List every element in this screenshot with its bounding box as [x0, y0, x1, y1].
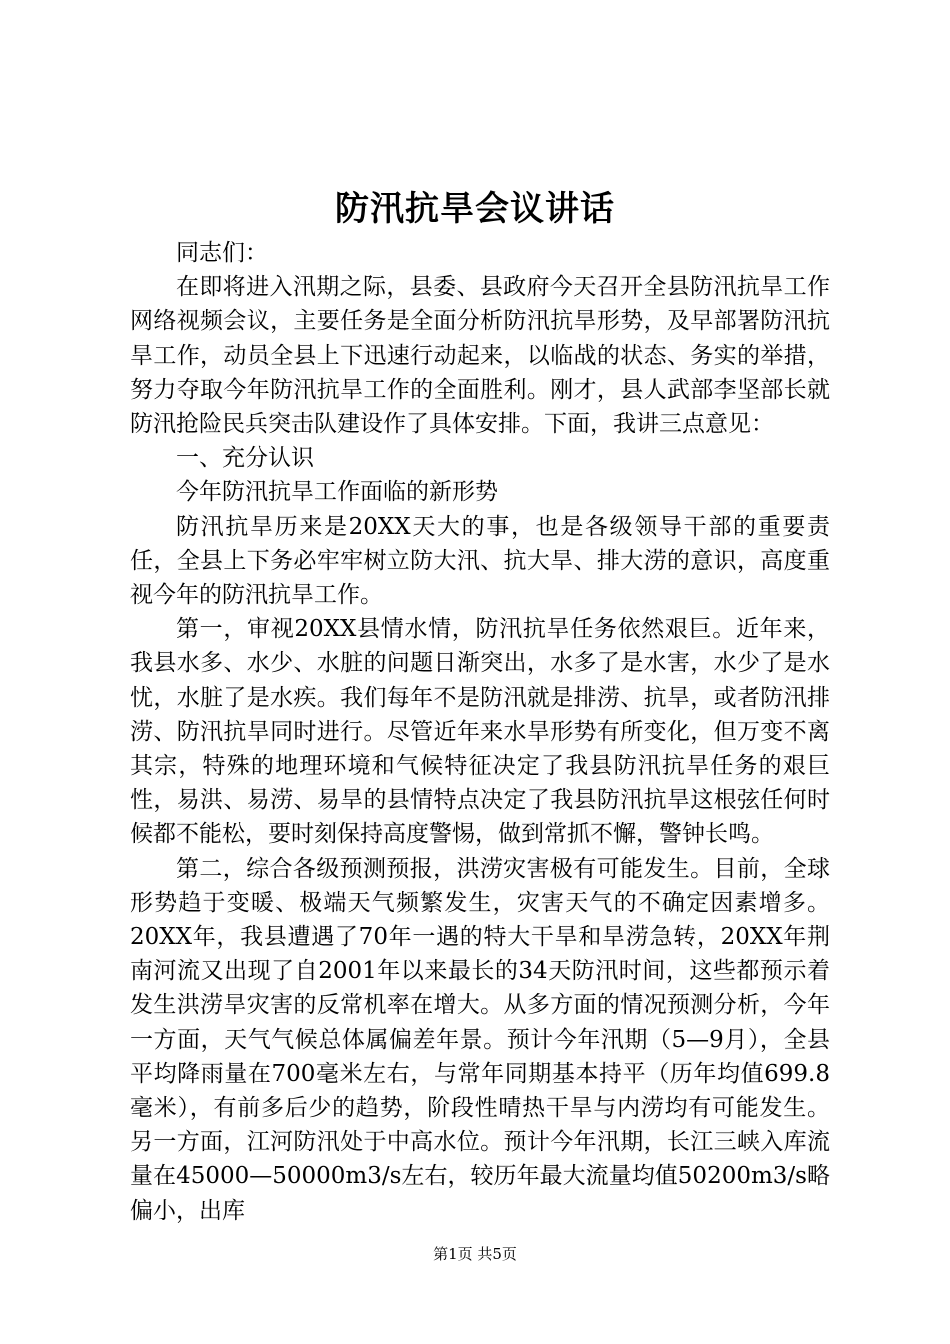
body-paragraph: 在即将进入汛期之际，县委、县政府今天召开全县防汛抗旱工作网络视频会议，主要任务是全面分析防汛抗旱形势，及早部署防汛抗旱工作，动员全县上下迅速行动起来，以临战的状态、务实的举措，努力夺取今年防汛抗旱工作的全面胜利。刚才，县人武部李坚部长就防汛抢险民兵突击队建设作了具体安排。下面，我讲三点意见： [130, 274, 830, 438]
section-heading: 一、充分认识 [176, 445, 314, 472]
body-paragraph: 第一，审视20XX县情水情，防汛抗旱任务依然艰巨。近年来，我县水多、水少、水脏的问题日渐突出，水多了是水害，水少了是水忧，水脏了是水疾。我们每年不是防汛就是排涝、抗旱，或者防汛排涝、防汛抗旱同时进行。尽管近年来水旱形势有所变化，但万变不离其宗，特殊的地理环境和气候特征决定了我县防汛抗旱任务的艰巨性，易洪、易涝、易旱的县情特点决定了我县防汛抗旱这根弦任何时候都不能松，要时刻保持高度警惕，做到常抓不懈，警钟长鸣。 [130, 616, 830, 848]
body-paragraph: 第二，综合各级预测预报，洪涝灾害极有可能发生。目前，全球形势趋于变暖、极端天气频繁发生，灾害天气的不确定因素增多。20XX年，我县遭遇了70年一遇的特大干旱和旱涝急转，20XX年荆南河流又出现了自2001年以来最长的34天防汛时间，这些都预示着发生洪涝旱灾害的反常机率在增大。从多方面的情况预测分析，今年一方面，天气气候总体属偏差年景。预计今年汛期（5—9月），全县平均降雨量在700毫米左右，与常年同期基本持平（历年均值699.8毫米），有前多后少的趋势，阶段性晴热干旱与内涝均有可能发生。另一方面，江河防汛处于中高水位。预计今年汛期，长江三峡入库流量在45000—50000m3/s左右，较历年最大流量均值50200m3/s略偏小，出库 [130, 855, 830, 1224]
section-subheading: 今年防汛抗旱工作面临的新形势 [176, 479, 498, 506]
document-title: 防汛抗旱会议讲话 [335, 189, 615, 229]
salutation-paragraph: 同志们： [176, 240, 268, 266]
page-number-footer: 第1页 共5页 [433, 1245, 517, 1263]
document-body [130, 236, 830, 1228]
body-paragraph: 防汛抗旱历来是20XX天大的事，也是各级领导干部的重要责任，全县上下务必牢牢树立防大汛、抗大旱、排大涝的意识，高度重视今年的防汛抗旱工作。 [130, 513, 830, 609]
